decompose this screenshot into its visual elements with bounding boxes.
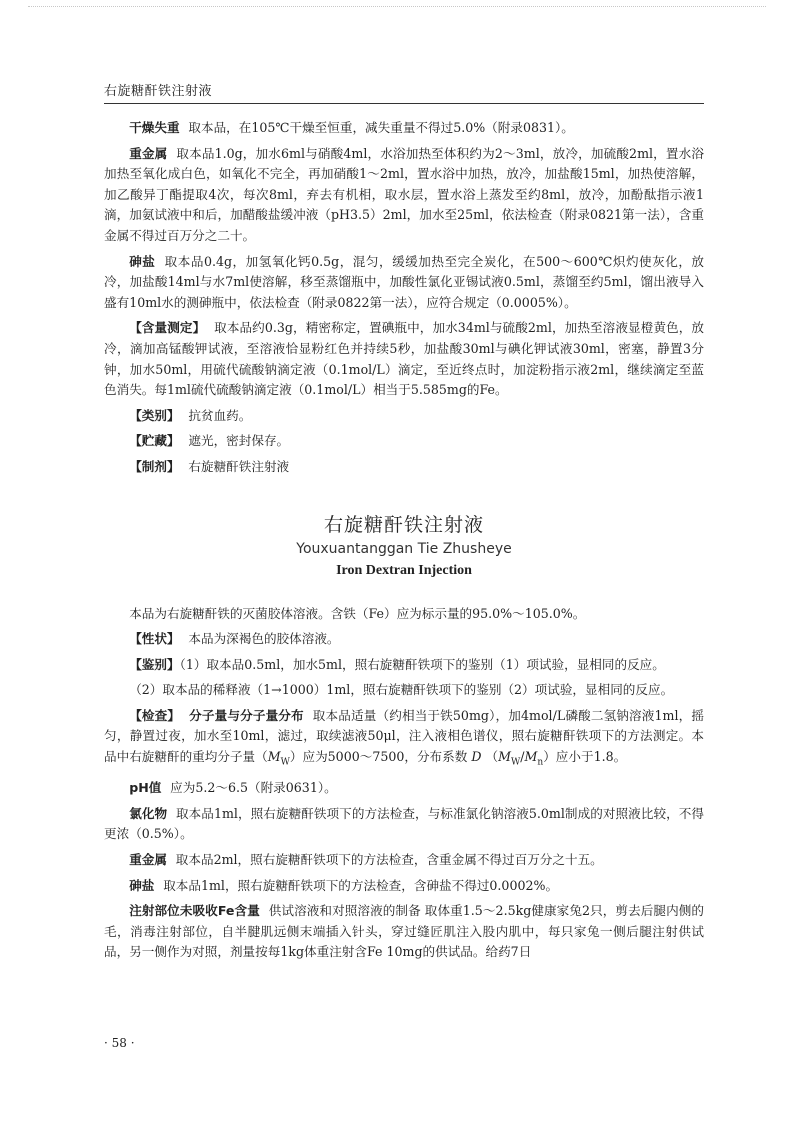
text-storage: 遮光，密封保存。 bbox=[188, 433, 290, 449]
monograph-title-chinese: 右旋糖酐铁注射液 bbox=[323, 513, 484, 536]
term-chloride: 氯化物 bbox=[129, 805, 168, 821]
subscript-w: W bbox=[280, 757, 290, 768]
text-category: 抗贫血药。 bbox=[188, 407, 252, 423]
text-paren-open: （ bbox=[485, 749, 499, 765]
term-storage: 【贮藏】 bbox=[129, 433, 180, 449]
subscript-w-2: W bbox=[510, 757, 521, 768]
term-assay: 【含量测定】 bbox=[129, 320, 206, 336]
subscript-n: n bbox=[537, 757, 544, 768]
paragraph-category bbox=[104, 406, 704, 427]
text-arsenic-2: 取本品1ml，照右旋糖酐铁项下的方法检查，含砷盐不得过0.0002%。 bbox=[163, 877, 559, 893]
term-molecular-weight: 分子量与分子量分布 bbox=[188, 707, 304, 723]
monograph-title-pinyin: Youxuantanggan Tie Zhusheye bbox=[296, 540, 512, 557]
text-ph: 应为5.2～6.5（附录0631）。 bbox=[170, 780, 337, 796]
symbol-mw: M bbox=[267, 749, 281, 765]
paragraph-ph bbox=[104, 778, 704, 799]
paragraph-molecular-weight bbox=[104, 706, 704, 773]
paragraph-preparation bbox=[104, 457, 704, 478]
paragraph-storage bbox=[104, 431, 704, 452]
running-head: 右旋糖酐铁注射液 bbox=[104, 84, 213, 99]
term-category: 【类别】 bbox=[129, 407, 180, 423]
text-character: 本品为深褐色的胶体溶液。 bbox=[188, 631, 340, 647]
text-slash: / bbox=[520, 749, 525, 765]
term-identification: 【鉴别】 bbox=[129, 656, 180, 672]
page-content bbox=[104, 118, 704, 968]
term-tests: 【检查】 bbox=[129, 707, 181, 723]
paragraph-chloride bbox=[104, 804, 704, 845]
term-character: 【性状】 bbox=[129, 631, 180, 647]
text-assay: 取本品约0.3g，精密称定，置碘瓶中，加水34ml与硫酸2ml，加热至溶液显橙黄色，放冷，滴加高锰酸钾试液，至溶液恰显粉红色并持续5秒，加盐酸30ml与碘化钾试液30ml，密塞，静置3分钟，加水50ml，用硫代硫酸钠滴定液（0.1mol/L）滴定，至近终点时，加淀粉指示液2ml，继续滴定至蓝色消失。每1ml硫代硫酸钠滴定液（0.1mol/L）相当于5.585mg的Fe。 bbox=[104, 320, 704, 398]
text-dry-loss: 取本品，在105℃干燥至恒重，减失重量不得过5.0%（附录0831）。 bbox=[188, 120, 574, 135]
symbol-d: D bbox=[471, 749, 482, 765]
paragraph-assay bbox=[104, 318, 704, 400]
paragraph-character bbox=[104, 629, 704, 650]
paragraph-heavy-metal-2 bbox=[104, 850, 704, 871]
text-identification-1: （1）取本品0.5ml，加水5ml，照右旋糖酐铁项下的鉴别（1）项试验，显相同的反应。 bbox=[179, 656, 665, 672]
paragraph-identification-1 bbox=[104, 655, 704, 676]
term-heavy-metal: 重金属 bbox=[129, 145, 168, 161]
text-heavy-metal: 取本品1.0g，加水6ml与硝酸4ml，水浴加热至体积约为2～3ml，放冷，加硫酸2ml，置水浴加热至氧化成白色，如氧化不完全，再加硝酸1～2ml，置水浴中加热，放冷，加盐酸15ml，加热使溶解，加乙酸异丁酯提取4次，每次8ml，弃去有机相，取水层，置水浴上蒸发至约8ml，放冷，加酚酞指示液1滴，加氨试液中和后，加醋酸盐缓冲液（pH3.5）2ml，加水至25ml，依法检查（附录0821第一法），含重金属不得过百万分之二十。 bbox=[104, 145, 704, 243]
symbol-mn: M bbox=[524, 749, 538, 765]
term-heavy-metal-2: 重金属 bbox=[129, 851, 167, 867]
text-heavy-metal-2: 取本品2ml，照右旋糖酐铁项下的方法检查，含重金属不得过百万分之十五。 bbox=[175, 851, 603, 867]
paragraph-injection-site bbox=[104, 901, 704, 963]
term-arsenic: 砷盐 bbox=[129, 253, 156, 269]
monograph-title-english: Iron Dextran Injection bbox=[336, 562, 472, 578]
text-mw-c: ）应小于1.8。 bbox=[543, 749, 627, 765]
monograph-title-block bbox=[104, 512, 704, 582]
paragraph-intro: 本品为右旋糖酐铁的灭菌胶体溶液。含铁（Fe）应为标示量的95.0%～105.0%。 bbox=[129, 605, 586, 621]
text-mw-a: 取本品适量（约相当于铁50mg），加4mol/L磷酸二氢钠溶液1ml，摇匀，静置过夜，加水至10ml，滤过，取续滤液50μl，注入液相色谱仪，照右旋糖酐铁项下的方法测定。本品中右旋糖酐的重均分子量（ bbox=[104, 707, 704, 765]
term-arsenic-2: 砷盐 bbox=[129, 877, 155, 893]
paragraph-arsenic-2 bbox=[104, 876, 704, 897]
text-preparation: 右旋糖酐铁注射液 bbox=[188, 458, 290, 474]
paragraph-arsenic bbox=[104, 252, 704, 314]
symbol-mw-2: M bbox=[498, 749, 511, 765]
term-preparation: 【制剂】 bbox=[129, 458, 180, 474]
top-dotted-rule bbox=[28, 6, 766, 7]
paragraph-dry-loss bbox=[104, 118, 704, 139]
header-rule bbox=[104, 103, 704, 104]
term-dry-loss: 干燥失重 bbox=[129, 120, 180, 135]
paragraph-heavy-metal bbox=[104, 144, 704, 247]
text-chloride: 取本品1ml，照右旋糖酐铁项下的方法检查，与标准氯化钠溶液5.0ml制成的对照液比较，不得更浓（0.5%）。 bbox=[104, 805, 705, 842]
term-injection-site: 注射部位未吸收Fe含量 bbox=[129, 903, 260, 919]
text-injection-site: 供试溶液和对照溶液的制备 取体重1.5～2.5kg健康家兔2只，剪去后腿内侧的毛，消毒注射部位，自半腱肌远侧末端插入针头，穿过缝匠肌注入股内肌中，每只家兔一侧后腿注射供试品，另一侧作为对照，剂量按每1kg体重注射含Fe 10mg的供试品。给药7日 bbox=[104, 903, 704, 960]
term-ph: pH值 bbox=[129, 780, 162, 796]
page-number: · 58 · bbox=[104, 1036, 135, 1050]
text-arsenic: 取本品0.4g，加氢氧化钙0.5g，混匀，缓缓加热至完全炭化，在500～600℃炽灼使灰化，放冷，加盐酸14ml与水7ml使溶解，移至蒸馏瓶中，加酸性氯化亚锡试液0.5ml，蒸馏至约5ml，馏出液导入盛有10ml水的测砷瓶中，依法检查（附录0822第一法），应符合规定（0.0005%）。 bbox=[104, 253, 705, 310]
paragraph-identification-2: （2）取本品的稀释液（1→1000）1ml，照右旋糖酐铁项下的鉴别（2）项试验，显相同的反应。 bbox=[129, 682, 674, 698]
text-mw-b: ）应为5000～7500，分布系数 bbox=[289, 749, 468, 765]
